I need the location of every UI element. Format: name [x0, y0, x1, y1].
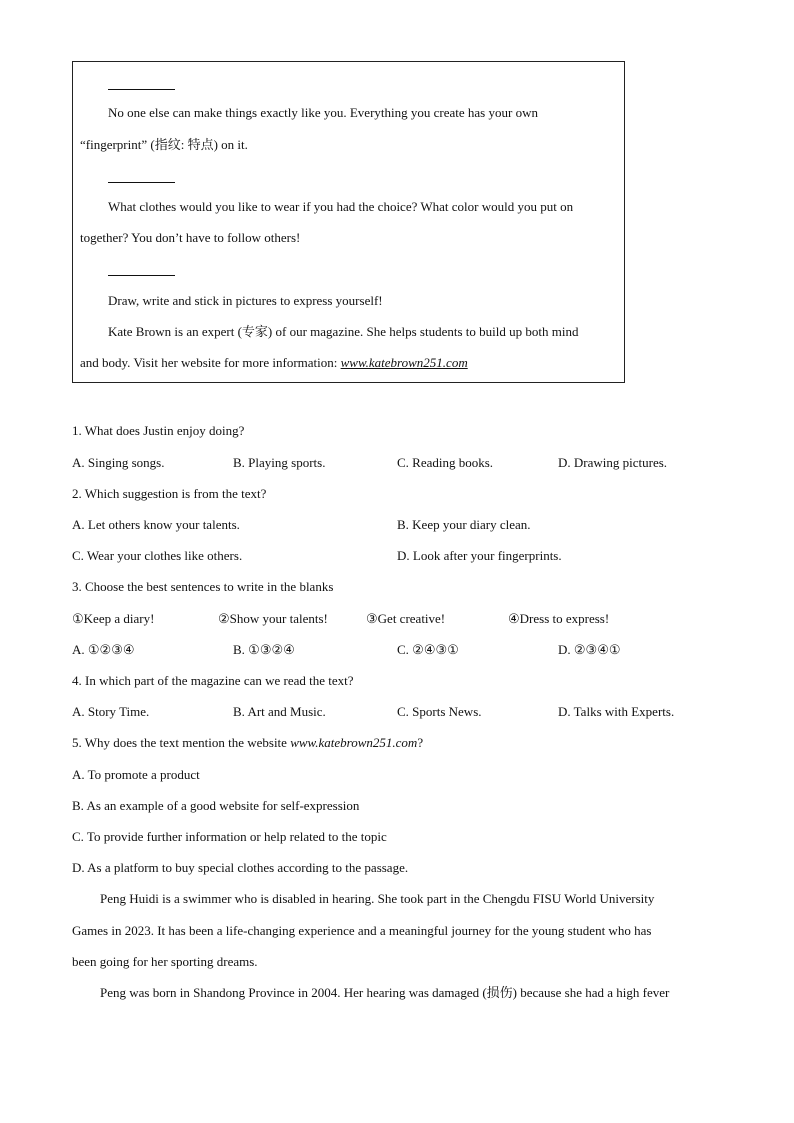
question-3-choice-3: ③Get creative! — [366, 611, 446, 626]
question-1-option-b[interactable]: B. Playing sports. — [233, 455, 326, 470]
passage-line-4: Peng was born in Shandong Province in 2004. Her hearing was damaged (损伤) because she had a high fever — [100, 985, 670, 1000]
passage-line-1: Peng Huidi is a swimmer who is disabled in hearing. She took part in the Chengdu FISU World University — [100, 891, 655, 906]
question-5-option-a[interactable]: A. To promote a product — [72, 767, 200, 782]
question-2-stem: 2. Which suggestion is from the text? — [72, 486, 267, 501]
question-5-option-b[interactable]: B. As an example of a good website for self-expression — [72, 798, 360, 813]
question-3-stem: 3. Choose the best sentences to write in the blanks — [72, 579, 334, 594]
question-3-choice-1: ①Keep a diary! — [72, 611, 155, 626]
passage-line-3: been going for her sporting dreams. — [72, 954, 258, 969]
question-2-option-a[interactable]: A. Let others know your talents. — [72, 517, 240, 532]
question-1-stem: 1. What does Justin enjoy doing? — [72, 423, 245, 438]
question-3-option-d[interactable]: D. ②③④① — [558, 642, 621, 657]
box-paragraph-4-prefix: and body. Visit her website for more information: — [80, 355, 341, 370]
box-paragraph-1: No one else can make things exactly like you. Everything you create has your own — [108, 105, 538, 120]
box-paragraph-2: What clothes would you like to wear if you had the choice? What color would you put on — [108, 199, 574, 214]
question-2-option-b[interactable]: B. Keep your diary clean. — [397, 517, 531, 532]
question-3-option-c[interactable]: C. ②④③① — [397, 642, 459, 657]
question-4-option-a[interactable]: A. Story Time. — [72, 704, 150, 719]
answer-blank-2 — [108, 182, 175, 183]
box-paragraph-2-cont: together? You don’t have to follow others! — [80, 230, 301, 245]
question-5-stem-website: www.katebrown251.com — [290, 735, 418, 750]
box-paragraph-4: Kate Brown is an expert (专家) of our magazine. She helps students to build up both mind — [108, 324, 579, 339]
question-5-option-d[interactable]: D. As a platform to buy special clothes according to the passage. — [72, 860, 409, 875]
question-4-option-b[interactable]: B. Art and Music. — [233, 704, 326, 719]
question-5-stem-suffix: ? — [417, 735, 424, 750]
question-1-option-a[interactable]: A. Singing songs. — [72, 455, 165, 470]
question-5-option-c[interactable]: C. To provide further information or help related to the topic — [72, 829, 387, 844]
question-4-option-c[interactable]: C. Sports News. — [397, 704, 482, 719]
website-link[interactable]: www.katebrown251.com — [340, 355, 468, 370]
question-5-stem — [72, 735, 423, 751]
question-1-option-c[interactable]: C. Reading books. — [397, 455, 494, 470]
box-paragraph-4-cont — [80, 355, 468, 371]
question-2-option-c[interactable]: C. Wear your clothes like others. — [72, 548, 243, 563]
question-3-choice-2: ②Show your talents! — [218, 611, 328, 626]
answer-blank-3 — [108, 275, 175, 276]
box-paragraph-3: Draw, write and stick in pictures to express yourself! — [108, 293, 383, 308]
question-4-stem: 4. In which part of the magazine can we read the text? — [72, 673, 354, 688]
answer-blank-1 — [108, 89, 175, 90]
question-2-option-d[interactable]: D. Look after your fingerprints. — [397, 548, 562, 563]
question-3-option-b[interactable]: B. ①③②④ — [233, 642, 295, 657]
question-5-stem-prefix: 5. Why does the text mention the website — [72, 735, 291, 750]
question-3-choice-4: ④Dress to express! — [508, 611, 610, 626]
passage-line-2: Games in 2023. It has been a life-changing experience and a meaningful journey for the young student who has — [72, 923, 652, 938]
question-1-option-d[interactable]: D. Drawing pictures. — [558, 455, 668, 470]
question-4-option-d[interactable]: D. Talks with Experts. — [558, 704, 675, 719]
question-3-option-a[interactable]: A. ①②③④ — [72, 642, 135, 657]
box-paragraph-1-cont: “fingerprint” (指纹: 特点) on it. — [80, 137, 248, 152]
